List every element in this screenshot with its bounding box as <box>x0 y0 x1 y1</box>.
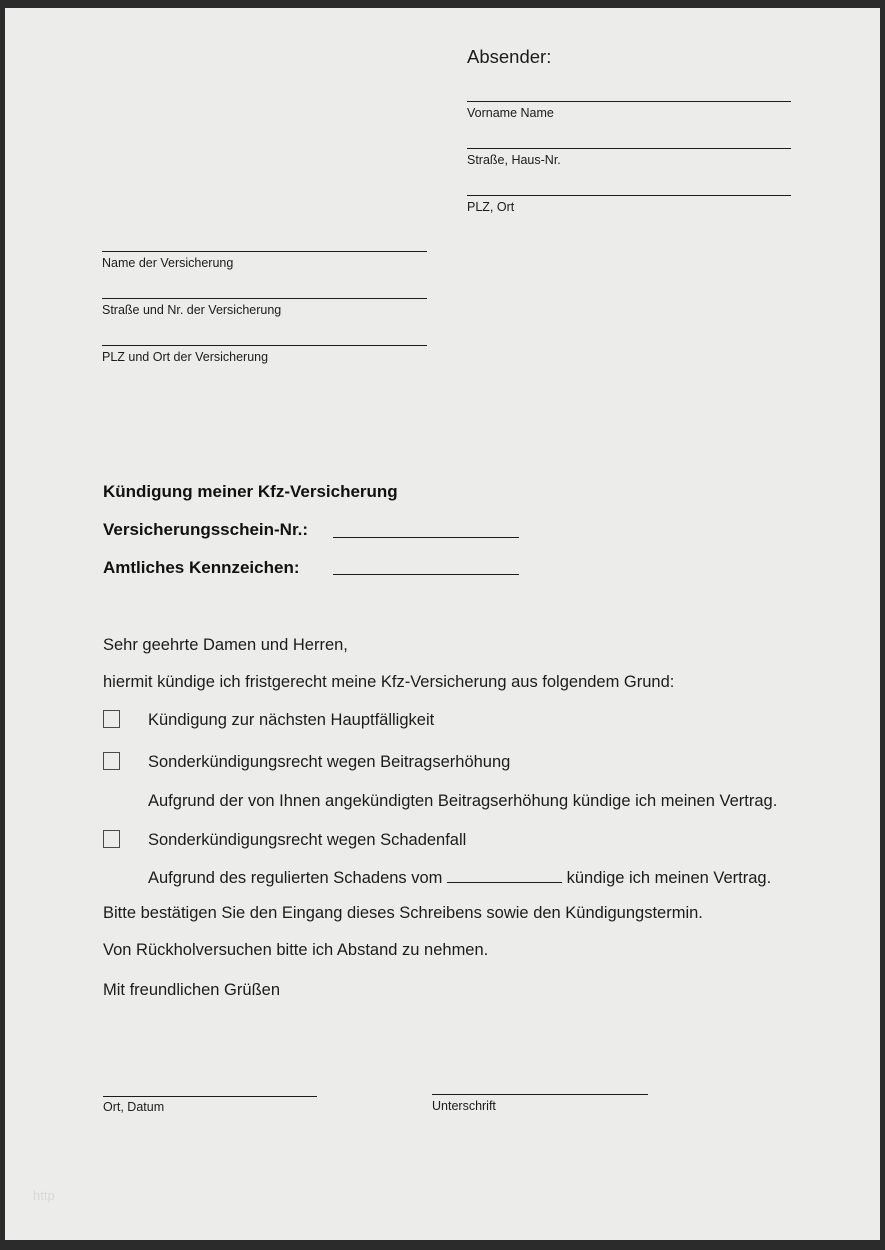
intro-line: hiermit kündige ich fristgerecht meine Kfz-Versicherung aus folgendem Grund: <box>103 673 675 691</box>
watermark-text: http <box>33 1188 55 1203</box>
checkbox-beitragserhoehung[interactable] <box>103 752 120 770</box>
sender-street-line[interactable] <box>467 148 791 149</box>
sender-heading: Absender: <box>467 46 552 67</box>
reason-3-detail <box>148 868 771 888</box>
reason-1-label: Kündigung zur nächsten Hauptfälligkeit <box>148 711 435 729</box>
signature-line[interactable] <box>432 1094 648 1095</box>
policy-number-label: Versicherungsschein-Nr.: <box>103 520 309 539</box>
recipient-street-line[interactable] <box>102 298 427 299</box>
sender-street-label: Straße, Haus-Nr. <box>467 153 561 167</box>
checkbox-schadenfall[interactable] <box>103 830 120 848</box>
sender-city-label: PLZ, Ort <box>467 200 515 214</box>
recipient-name-label: Name der Versicherung <box>102 256 234 270</box>
signature-label: Unterschrift <box>432 1099 496 1113</box>
closing-line-1: Bitte bestätigen Sie den Eingang dieses Schreibens sowie den Kündigungstermin. <box>103 904 703 922</box>
recipient-street-label: Straße und Nr. der Versicherung <box>102 303 282 317</box>
recipient-name-line[interactable] <box>102 251 427 252</box>
closing-line-3: Mit freundlichen Grüßen <box>103 981 280 999</box>
salutation: Sehr geehrte Damen und Herren, <box>103 636 348 654</box>
sender-city-line[interactable] <box>467 195 791 196</box>
sender-name-line[interactable] <box>467 101 791 102</box>
license-plate-label: Amtliches Kennzeichen: <box>103 558 300 577</box>
reason-2-label: Sonderkündigungsrecht wegen Beitragserhöhung <box>148 753 511 771</box>
place-date-label: Ort, Datum <box>103 1100 165 1114</box>
policy-number-line[interactable] <box>333 537 519 538</box>
reason-2-detail: Aufgrund der von Ihnen angekündigten Beitragserhöhung kündige ich meinen Vertrag. <box>148 792 778 810</box>
damage-date-blank[interactable] <box>447 868 562 883</box>
place-date-line[interactable] <box>103 1096 317 1097</box>
reason-3-label: Sonderkündigungsrecht wegen Schadenfall <box>148 831 467 849</box>
license-plate-line[interactable] <box>333 574 519 575</box>
closing-line-2: Von Rückholversuchen bitte ich Abstand zu nehmen. <box>103 941 489 959</box>
subject-title: Kündigung meiner Kfz-Versicherung <box>103 482 398 501</box>
reason-3-detail-prefix: Aufgrund des regulierten Schadens vom <box>148 869 443 887</box>
recipient-city-line[interactable] <box>102 345 427 346</box>
reason-3-detail-suffix: kündige ich meinen Vertrag. <box>566 869 772 887</box>
recipient-city-label: PLZ und Ort der Versicherung <box>102 350 269 364</box>
checkbox-naechste-hauptfaelligkeit[interactable] <box>103 710 120 728</box>
sender-name-label: Vorname Name <box>467 106 554 120</box>
paper-background <box>5 8 880 1240</box>
